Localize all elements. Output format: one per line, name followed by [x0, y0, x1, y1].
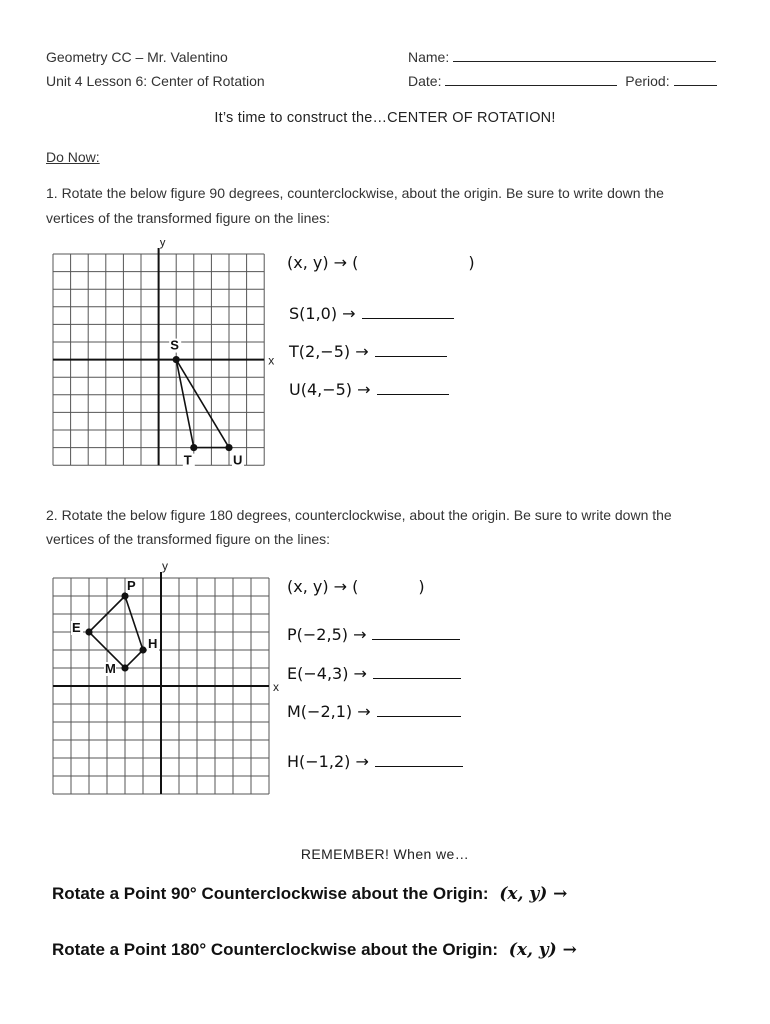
q2-answer-line-e[interactable] [373, 664, 461, 679]
q2-answer-line-p[interactable] [372, 625, 460, 640]
rule-180 [52, 940, 577, 960]
page-title: It’s time to construct the…CENTER OF ROTATION! [214, 110, 556, 126]
rule-180-expression: (x, y) → [508, 940, 577, 960]
q2-vertex-p-label: P(−2,5) → [287, 625, 367, 644]
date-label: Date: [408, 73, 442, 89]
q1-rule-open: (x, y) → ( [287, 253, 359, 272]
name-label: Name: [408, 49, 450, 65]
vertex-label-t: T [183, 452, 192, 468]
remember-heading: REMEMBER! When we… [300, 846, 470, 862]
x-axis-label: x [268, 353, 275, 368]
rule-90-label: Rotate a Point 90° Counterclockwise about the Origin: [52, 884, 489, 903]
q2-rule [287, 577, 425, 596]
vertex-point-m [121, 664, 128, 671]
figure-polygon [176, 360, 229, 448]
rule-90 [52, 884, 567, 904]
q2-vertex-e [287, 664, 461, 683]
q1-coordinate-grid [40, 240, 280, 480]
q1-vertex-u [289, 380, 449, 399]
q2-vertex-h-label: H(−1,2) → [287, 752, 369, 771]
q2-answer-line-h[interactable] [375, 752, 463, 767]
period-line[interactable] [674, 73, 717, 86]
vertex-label-s: S [170, 337, 179, 353]
q2-vertex-m [287, 702, 461, 721]
vertex-label-h: H [148, 636, 158, 651]
q2-answer-line-m[interactable] [377, 702, 461, 717]
q2-coordinate-grid [40, 560, 290, 810]
rule-180-label: Rotate a Point 180° Counterclockwise about the Origin: [52, 940, 499, 959]
period-label: Period: [625, 73, 670, 89]
vertex-label-m: M [105, 661, 116, 676]
q2-vertex-m-label: M(−2,1) → [287, 702, 371, 721]
q1-vertex-t-label: T(2,−5) → [289, 342, 369, 361]
vertex-label-p: P [127, 578, 136, 593]
q2-instruction-line1: 2. Rotate the below figure 180 degrees, counterclockwise, about the origin. Be sure to write down the [46, 507, 672, 523]
vertex-label-u: U [233, 452, 243, 468]
name-line[interactable] [453, 49, 716, 62]
q2-vertex-p [287, 625, 460, 644]
q2-rule-open: (x, y) → ( [287, 577, 359, 596]
vertex-point-s [173, 356, 180, 363]
date-period-field[interactable] [408, 73, 717, 89]
q1-vertex-s-label: S(1,0) → [289, 304, 356, 323]
vertex-label-e: E [72, 620, 81, 635]
do-now-heading: Do Now: [46, 149, 100, 165]
date-line[interactable] [445, 73, 617, 86]
q1-instruction-line2: vertices of the transformed figure on the lines: [46, 210, 331, 226]
y-axis-label: y [159, 240, 166, 249]
y-axis-label: y [162, 560, 168, 573]
name-field[interactable] [408, 49, 716, 65]
q1-vertex-u-label: U(4,−5) → [289, 380, 371, 399]
q2-vertex-e-label: E(−4,3) → [287, 664, 367, 683]
course-title: Geometry CC – Mr. Valentino [46, 49, 228, 65]
vertex-point-h [139, 646, 146, 653]
q1-vertex-t [289, 342, 447, 361]
q1-vertex-s [289, 304, 454, 323]
rule-90-expression: (x, y) → [499, 884, 568, 904]
vertex-point-t [190, 444, 197, 451]
vertex-point-p [121, 592, 128, 599]
q2-vertex-h [287, 752, 463, 771]
q2-instruction-line2: vertices of the transformed figure on the lines: [46, 531, 331, 547]
q1-instruction-line1: 1. Rotate the below figure 90 degrees, counterclockwise, about the origin. Be sure to write down the [46, 185, 664, 201]
q1-answer-line-u[interactable] [377, 380, 449, 395]
q1-rule [287, 253, 475, 272]
q1-answer-line-t[interactable] [375, 342, 447, 357]
vertex-point-u [225, 444, 232, 451]
lesson-title: Unit 4 Lesson 6: Center of Rotation [46, 73, 265, 89]
vertex-point-e [85, 628, 92, 635]
q1-rule-close: ) [468, 253, 475, 272]
q1-answer-line-s[interactable] [362, 304, 454, 319]
x-axis-label: x [273, 680, 279, 694]
q2-rule-close: ) [418, 577, 425, 596]
